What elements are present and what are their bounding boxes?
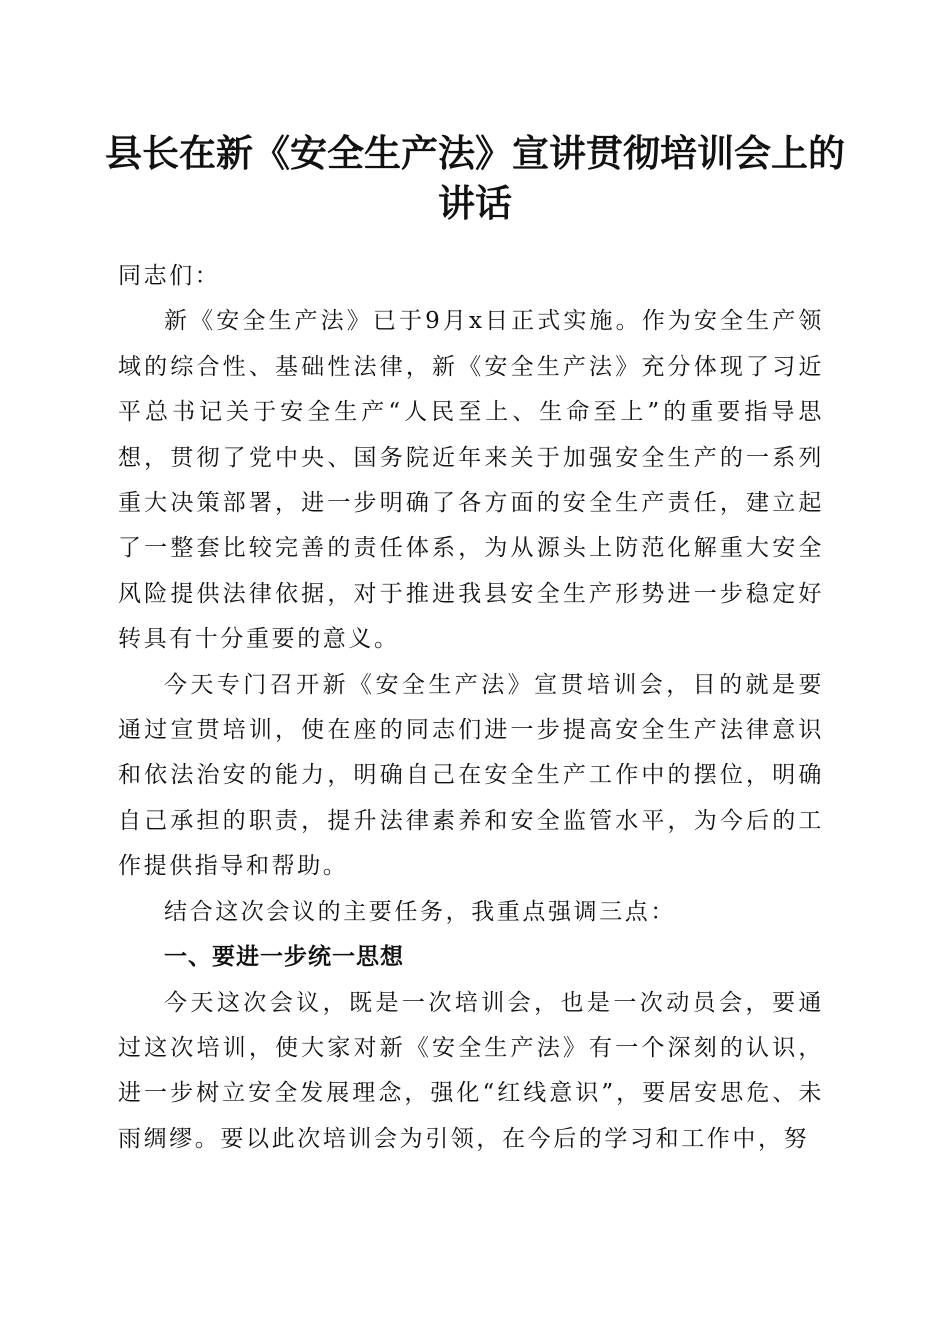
section-heading-1: 一、要进一步统一思想 [164, 944, 404, 971]
paragraph-2: 今天专门召开新《安全生产法》宣贯培训会，目的就是要通过宣贯培训，使在座的同志们进一步提高安全生产法律意识和依法治安的能力，明确自己在安全生产工作中的摆位，明确自己承担的职责，提升法律素养和安全监管水平，为今后的工作提供指导和帮助。 [118, 671, 824, 880]
paragraph-3: 结合这次会议的主要任务，我重点强调三点： [164, 898, 676, 925]
salutation: 同志们： [118, 263, 221, 289]
paragraph-1: 新《安全生产法》已于9月x日正式实施。作为安全生产领域的综合性、基础性法律，新《安全生产法》充分体现了习近平总书记关于安全生产“人民至上、生命至上”的重要指导思想，贯彻了党中央、国务院近年来关于加强安全生产的一系列重大决策部署，进一步明确了各方面的安全生产责任，建立起了一整套比较完善的责任体系，为从源头上防范化解重大安全风险提供法律依据，对于推进我县安全生产形势进一步稳定好转具有十分重要的意义。 [118, 308, 824, 653]
title-line-2: 讲话 [438, 181, 512, 225]
paragraph-4: 今天这次会议，既是一次培训会，也是一次动员会，要通过这次培训，使大家对新《安全生产法》有一个深刻的认识，进一步树立安全发展理念，强化“红线意识”，要居安思危、未雨绸缪。要以此次培训会为引领，在今后的学习和工作中，努 [118, 989, 824, 1152]
document-body [118, 254, 824, 1162]
document-title [100, 128, 850, 228]
title-line-1: 县长在新《安全生产法》宣讲贯彻培训会上的 [105, 131, 845, 175]
